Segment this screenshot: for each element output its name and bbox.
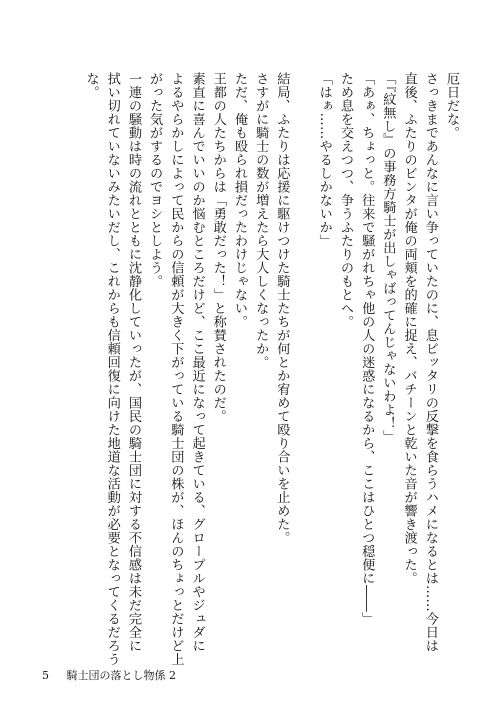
- text-line: 一連の騒動は時の流れとともに沈静化していったが、国民の騎士団に対する不信感は未だ完全に: [125, 72, 141, 653]
- page-footer: [42, 667, 176, 683]
- text-line: 「あぁ、ちょっと。往来で騒がれちゃ他の人の迷惑になるから、ここはひとつ穏便に――」: [359, 72, 375, 626]
- text-line: 拭い切れていないみたいだし、これからも信頼回復に向けた地道な活動が必要となってくるだろう: [104, 72, 120, 666]
- text-line: な。: [83, 72, 99, 99]
- text-line: 「はぁ……やるしかないか」: [316, 72, 332, 248]
- text-line: 「『紋無し』の事務方騎士が出しゃばってんじゃないわよ！」: [380, 72, 396, 444]
- page-number: 5: [42, 669, 49, 682]
- text-line: さっきまであんなに言い争っていたのに、息ピッタリの反撃を食らうハメになるとは……今日は: [422, 72, 438, 653]
- text-line: 結局、ふたりは応援に駆けつけた騎士たちが何とか宥めて殴り合いを止めた。: [274, 72, 290, 545]
- book-title: 騎士団の落とし物係 2: [66, 669, 176, 682]
- text-line: さすがに騎士の数が増えたら大人しくなったか。: [253, 72, 269, 369]
- text-line: がった気がするのでヨシとしよう。: [147, 72, 163, 288]
- text-line: ただ、俺も殴られ損だったわけじゃない。: [231, 72, 247, 329]
- text-line: 直後、ふたりのビンタが俺の両頬を的確に捉え、バチーンと乾いた音が響き渡った。: [401, 72, 417, 585]
- text-line: 王都の人たちからは「勇敢だった！」と称賛されたのだ。: [210, 72, 226, 423]
- blank-line: [292, 72, 313, 620]
- text-line: ため息を交えつつ、争うふたりのもとへ。: [337, 72, 353, 329]
- vertical-body-text: [22, 72, 462, 666]
- text-line: 厄日だな。: [444, 72, 459, 140]
- text-line: 素直に喜んでいいのか悩むところだけど、ここ最近になって起きている、グロープルやジュダに: [189, 72, 205, 653]
- text-line: よるやらかしによって民からの信頼が大きく下がっている騎士団の株が、ほんのちょっとだけど上: [168, 72, 184, 666]
